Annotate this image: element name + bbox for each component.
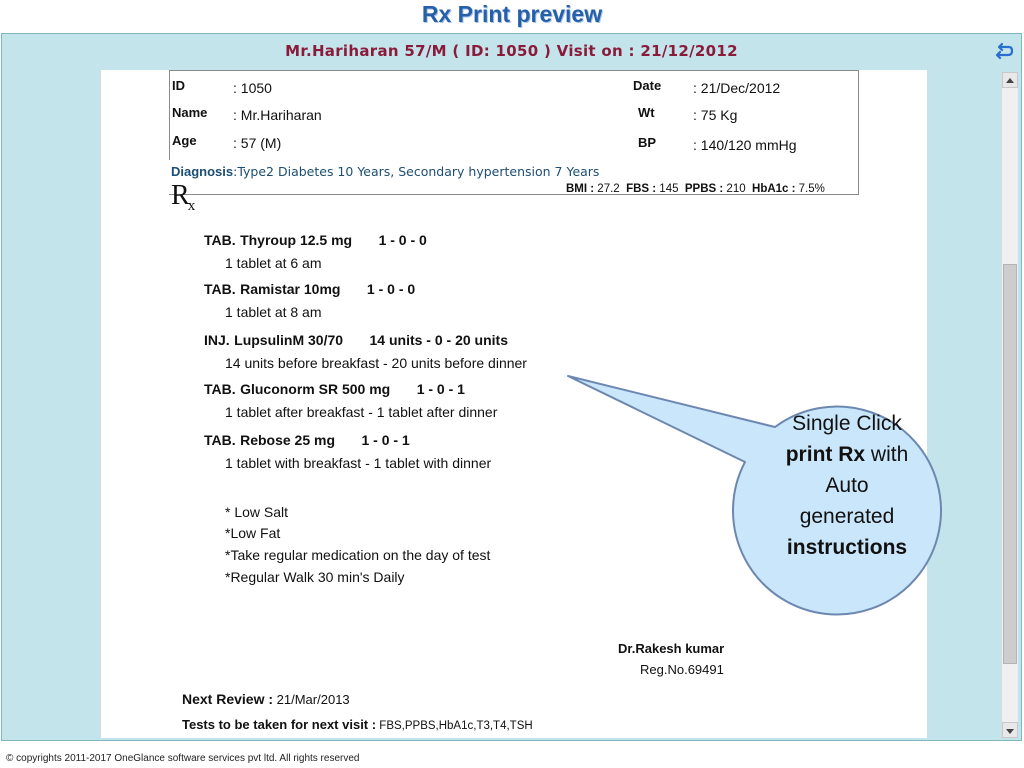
bmi-value: 27.2 bbox=[594, 183, 620, 195]
advice-item: *Take regular medication on the day of test bbox=[225, 547, 491, 563]
callout-line bbox=[740, 439, 954, 470]
ppbs-label: PPBS : bbox=[684, 183, 724, 195]
callout-line: Single Click bbox=[792, 412, 902, 435]
bmi-label: BMI : bbox=[566, 183, 595, 195]
med-instruction: 1 tablet with breakfast - 1 tablet with dinner bbox=[225, 455, 492, 471]
ppbs-value: 210 bbox=[723, 183, 746, 195]
med-name: Ramistar 10mg bbox=[240, 281, 341, 297]
hba1c-value: 7.5% bbox=[795, 183, 825, 195]
date-value: : 21/Dec/2012 bbox=[693, 80, 781, 96]
callout-rest: with bbox=[865, 443, 909, 466]
patient-header: Mr.Hariharan 57/M ( ID: 1050 ) Visit on : 21/12/2012 bbox=[285, 42, 738, 60]
med-form: TAB. bbox=[204, 432, 236, 448]
name-label: Name bbox=[172, 105, 208, 120]
next-review-label: Next Review : bbox=[182, 691, 274, 707]
callout-line: generated bbox=[799, 505, 895, 528]
fbs-label: FBS : bbox=[626, 183, 657, 195]
med-name: Gluconorm SR 500 mg bbox=[240, 381, 391, 397]
date-label: Date bbox=[633, 78, 662, 93]
callout-line: Auto bbox=[825, 474, 869, 497]
id-label: ID bbox=[172, 78, 185, 93]
weight-label: Wt bbox=[638, 105, 655, 120]
hba1c-label: HbA1c : bbox=[752, 183, 796, 195]
name-value: : Mr.Hariharan bbox=[233, 107, 322, 123]
next-tests-list: FBS,PPBS,HbA1c,T3,T4,TSH bbox=[376, 720, 533, 732]
age-value: : 57 (M) bbox=[233, 135, 282, 151]
med-instruction: 1 tablet at 6 am bbox=[225, 255, 322, 271]
med-instruction: 1 tablet after breakfast - 1 tablet after dinner bbox=[225, 404, 498, 420]
slide-title: Rx Print preview bbox=[421, 1, 603, 27]
med-name: Rebose 25 mg bbox=[240, 432, 336, 448]
callout-line: instructions bbox=[786, 536, 908, 559]
med-name: LupsulinM 30/70 bbox=[234, 332, 344, 348]
med-instruction: 1 tablet at 8 am bbox=[225, 304, 322, 320]
rx-symbol-x: x bbox=[187, 198, 196, 214]
doctor-name: Dr.Rakesh kumar bbox=[618, 641, 725, 656]
diagnosis-label: Diagnosis bbox=[171, 164, 234, 179]
copyright-footer: © copyrights 2011-2017 OneGlance software services pvt ltd. All rights reserved bbox=[6, 753, 360, 764]
callout-bold: print Rx bbox=[785, 443, 866, 466]
advice-item: *Low Fat bbox=[225, 525, 281, 541]
bp-value: : 140/120 mmHg bbox=[693, 137, 797, 153]
med-form: INJ. bbox=[204, 332, 230, 348]
med-dose: 1 - 0 - 0 bbox=[378, 232, 427, 248]
fbs-value: 145 bbox=[656, 183, 679, 195]
med-form: TAB. bbox=[204, 381, 236, 397]
med-dose: 14 units - 0 - 20 units bbox=[369, 332, 508, 348]
rx-symbol-r: R bbox=[171, 180, 190, 211]
med-form: TAB. bbox=[204, 232, 236, 248]
med-dose: 1 - 0 - 0 bbox=[366, 281, 416, 297]
age-label: Age bbox=[172, 133, 197, 148]
med-dose: 1 - 0 - 1 bbox=[361, 432, 410, 448]
med-instruction: 14 units before breakfast - 20 units before dinner bbox=[225, 355, 527, 371]
med-name: Thyroup 12.5 mg bbox=[240, 232, 353, 248]
diagnosis-text: :Type2 Diabetes 10 Years, Secondary hypertension 7 Years bbox=[233, 164, 600, 179]
callout-text bbox=[740, 408, 954, 563]
next-tests-label: Tests to be taken for next visit : bbox=[182, 717, 377, 732]
bp-label: BP bbox=[638, 135, 657, 150]
med-form: TAB. bbox=[204, 281, 236, 297]
advice-item: * Low Salt bbox=[225, 504, 289, 520]
advice-item: *Regular Walk 30 min's Daily bbox=[225, 569, 405, 585]
id-value: : 1050 bbox=[233, 80, 272, 96]
med-dose: 1 - 0 - 1 bbox=[416, 381, 465, 397]
doctor-reg: Reg.No.69491 bbox=[640, 662, 724, 677]
weight-value: : 75 Kg bbox=[693, 107, 738, 123]
next-review-date: 21/Mar/2013 bbox=[273, 692, 350, 707]
